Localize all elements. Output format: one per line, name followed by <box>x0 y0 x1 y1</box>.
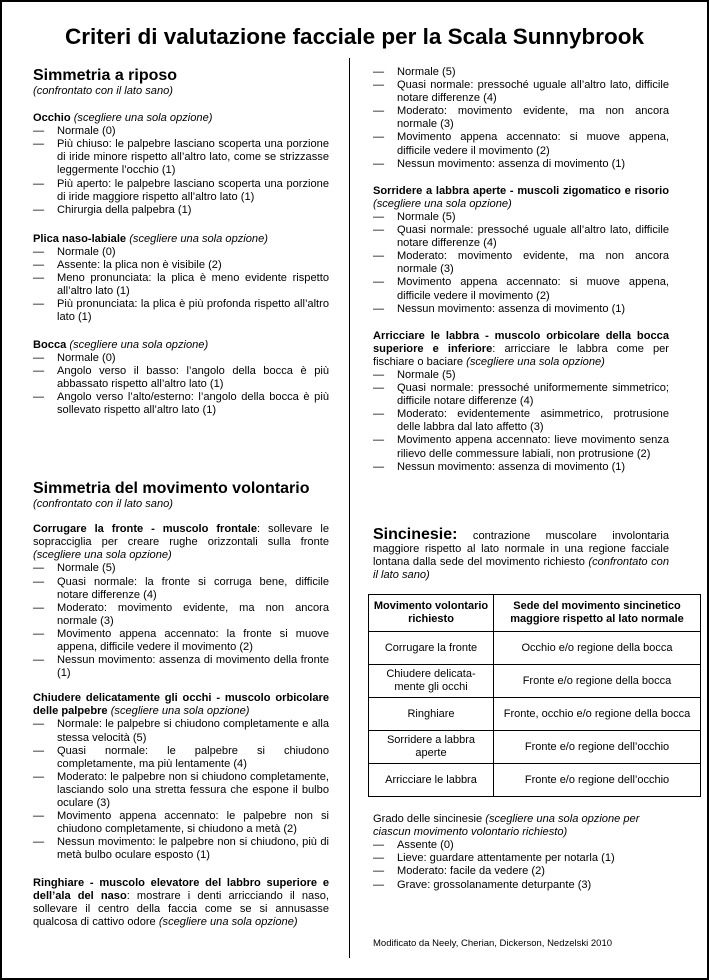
option-list <box>373 369 669 474</box>
option-item[interactable]: — Meno pronunciata: la plica è meno evidente rispetto all’altro lato (1) <box>33 272 329 298</box>
group-hint: (scegliere una sola opzione per ciascun movimento volontario richiesto) <box>373 813 640 839</box>
option-item[interactable]: — Normale (0) <box>33 246 329 259</box>
option-list-ringhiare <box>373 66 669 171</box>
group-hint: (scegliere una sola opzione) <box>158 915 298 928</box>
group-hint: (scegliere una sola opzione) <box>129 232 268 245</box>
table-cell: Corrugare la fronte <box>369 632 494 665</box>
option-item[interactable]: — Grave: grossolanamente deturpante (3) <box>373 879 669 892</box>
table-cell: Fronte e/o regione della bocca <box>494 665 701 698</box>
option-item[interactable]: — Movimento appena accennato: la fronte si muove appena, difficile vedere il movimento (2) <box>33 628 329 654</box>
option-item[interactable]: — Nessun movimento: assenza di movimento della fronte (1) <box>33 654 329 680</box>
group-chiudere-occhi <box>33 692 329 862</box>
table-header-row <box>369 595 701 632</box>
right-column <box>373 66 691 970</box>
option-item[interactable]: — Angolo verso l’alto/esterno: l’angolo della bocca è più sollevato rispetto all’altro lato (1) <box>33 391 329 417</box>
option-item[interactable]: — Quasi normale: le palpebre si chiudono completamente, ma più lentamente (4) <box>33 745 329 771</box>
option-item[interactable]: — Normale (0) <box>33 352 329 365</box>
table-header-cell: Sede del movimento sincinetico maggiore rispetto al lato normale <box>494 595 701 632</box>
group-title: Sorridere a labbra aperte - muscoli zigomatico e risorio (scegliere una sola opzione) <box>373 184 669 210</box>
group-bocca <box>33 339 329 418</box>
option-item[interactable]: — Quasi normale: pressoché uguale all’altro lato, difficile notare differenze (4) <box>373 79 669 105</box>
synkinesis-subtitle: (confrontato con il lato sano) <box>373 555 669 581</box>
table-row <box>369 632 701 665</box>
group-title: Bocca (scegliere una sola opzione) <box>33 338 209 351</box>
option-item[interactable]: — Normale (5) <box>373 369 669 382</box>
voluntary-section-title: Simmetria del movimento volontario <box>33 480 310 498</box>
option-item[interactable]: — Quasi normale: pressoché uguale all’altro lato, difficile notare differenze (4) <box>373 224 669 250</box>
group-hint: (scegliere una sola opzione) <box>69 338 209 351</box>
left-column <box>33 66 329 970</box>
group-title: Chiudere delicatamente gli occhi - muscolo orbicolare delle palpebre (scegliere una sola opzione) <box>33 692 329 718</box>
group-hint: (scegliere una sola opzione) <box>110 705 250 718</box>
table-cell: Arricciare le labbra <box>369 764 494 797</box>
group-corrugare-fronte <box>33 523 329 680</box>
option-item[interactable]: — Normale (5) <box>33 562 329 575</box>
group-title: Grado delle sincinesie (scegliere una sola opzione per ciascun movimento volontario richiesto) <box>373 813 640 839</box>
table-cell: Fronte, occhio e/o regione della bocca <box>494 698 701 731</box>
option-item[interactable]: — Movimento appena accennato: lieve movimento senza rilievo delle commessure labiali, non protrusione (2) <box>373 434 669 460</box>
page-title: Criteri di valutazione facciale per la Scala Sunnybrook <box>65 24 644 49</box>
group-title: Plica naso-labiale (scegliere una sola opzione) <box>33 232 268 245</box>
option-item[interactable]: — Normale: le palpebre si chiudono completamente e alla stessa velocità (5) <box>33 718 329 744</box>
group-desc: : sollevare le sopracciglia per creare rughe orizzontali sulla fronte <box>33 523 330 549</box>
table-row <box>369 731 701 764</box>
group-arricciare <box>373 330 669 474</box>
option-list <box>33 125 329 217</box>
group-desc: : arricciare le labbra come per fischiare o baciare <box>373 342 670 368</box>
group-hint: (scegliere una sola opzione) <box>33 549 172 562</box>
table-row <box>369 764 701 797</box>
option-list <box>33 562 329 680</box>
option-item[interactable]: — Moderato: movimento evidente, ma non ancora normale (3) <box>33 602 329 628</box>
option-item[interactable]: — Moderato: movimento evidente, ma non ancora normale (3) <box>373 105 669 131</box>
option-item[interactable]: — Assente (0) <box>373 839 669 852</box>
group-title: Ringhiare - muscolo elevatore del labbro superiore e dell’ala del naso: mostrare i denti arricciando il naso, sollevare il centro della faccia come se si annusasse qualcosa di cattivo odore (scegliere una sola opzione) <box>33 876 329 928</box>
table-cell: Sorridere a labbra aperte <box>369 731 494 764</box>
table-cell: Chiudere delicata-mente gli occhi <box>369 665 494 698</box>
table-cell: Fronte e/o regione dell’occhio <box>494 731 701 764</box>
option-item[interactable]: — Nessun movimento: assenza di movimento (1) <box>373 461 669 474</box>
group-hint: (scegliere una sola opzione) <box>73 112 213 125</box>
group-desc: : mostrare i denti arricciando il naso, sollevare il centro della faccia come se si annusasse qualcosa di cattivo odore <box>33 889 329 928</box>
synkinesis-table <box>368 594 701 797</box>
option-list <box>373 839 669 891</box>
option-list <box>33 352 329 417</box>
option-item[interactable]: — Più chiuso: le palpebre lasciano scoperta una porzione di iride minore rispetto all’altro lato, come se strizzasse leggermente l’occhio (1) <box>33 138 329 177</box>
option-item[interactable]: — Quasi normale: pressoché uniformemente simmetrico; difficile notare differenze (4) <box>373 382 669 408</box>
option-item[interactable]: — Normale (5) <box>373 66 669 79</box>
option-item[interactable]: — Chirurgia della palpebra (1) <box>33 204 329 217</box>
rest-section-subtitle: (confrontato con il lato sano) <box>33 85 173 97</box>
group-grado-sincinesie <box>373 813 669 892</box>
table-row <box>369 665 701 698</box>
option-item[interactable]: — Moderato: le palpebre non si chiudono completamente, lasciando solo una stretta fessura che espone il bulbo oculare (3) <box>33 771 329 810</box>
option-item[interactable]: — Nessun movimento: assenza di movimento (1) <box>373 158 669 171</box>
table-cell: Ringhiare <box>369 698 494 731</box>
credit-line: Modificato da Neely, Cherian, Dickerson, Nedzelski 2010 <box>373 937 613 949</box>
table-cell: Occhio e/o regione della bocca <box>494 632 701 665</box>
option-item[interactable]: — Lieve: guardare attentamente per notarla (1) <box>373 852 669 865</box>
table-cell: Fronte e/o regione dell’occhio <box>494 764 701 797</box>
option-list <box>33 718 329 862</box>
option-item[interactable]: — Normale (0) <box>33 125 329 138</box>
option-item[interactable]: — Movimento appena accennato: si muove appena, difficile vedere il movimento (2) <box>373 131 669 157</box>
option-item[interactable]: — Assente: la plica non è visibile (2) <box>33 259 329 272</box>
group-ringhiare <box>33 877 329 929</box>
table-row <box>369 698 701 731</box>
table-header-cell: Movimento volontario richiesto <box>369 595 494 632</box>
option-item[interactable]: — Normale (5) <box>373 211 669 224</box>
group-occhio <box>33 112 329 217</box>
group-hint: (scegliere una sola opzione) <box>466 355 605 368</box>
group-plica-naso-labiale <box>33 233 329 325</box>
option-item[interactable]: — Più aperto: le palpebre lasciano scoperta una porzione di iride maggiore rispetto all’altro lato (1) <box>33 178 329 204</box>
option-item[interactable]: — Movimento appena accennato: si muove appena, difficile vedere il movimento (2) <box>373 276 669 302</box>
rest-section-title: Simmetria a riposo <box>33 67 178 84</box>
option-item[interactable]: — Movimento appena accennato: le palpebre non si chiudono completamente, si chiudono a metà (2) <box>33 810 329 836</box>
synkinesis-desc: contrazione muscolare involontaria maggiore rispetto al lato normale in una regione facciale lontana dalla sede del movimento richiesto <box>373 529 669 568</box>
option-item[interactable]: — Angolo verso il basso: l’angolo della bocca è più abbassato rispetto all’altro lato (1) <box>33 365 329 391</box>
group-title: Arricciare le labbra - muscolo orbicolare della bocca superiore e inferiore: arricciare le labbra come per fischiare o baciare (scegliere una sola opzione) <box>373 329 670 368</box>
group-hint: (scegliere una sola opzione) <box>373 197 512 210</box>
group-title: Occhio (scegliere una sola opzione) <box>33 112 213 125</box>
option-item[interactable]: — Moderato: evidentemente asimmetrico, protrusione delle labbra dal lato affetto (3) <box>373 408 669 434</box>
option-item[interactable]: — Moderato: facile da vedere (2) <box>373 865 669 878</box>
synkinesis-header <box>373 525 669 582</box>
option-list <box>373 211 669 316</box>
synkinesis-title: Sincinesie: <box>373 525 458 543</box>
option-item[interactable]: — Quasi normale: la fronte si corruga bene, difficile notare differenze (4) <box>33 576 329 602</box>
group-sorridere <box>373 185 669 316</box>
option-item[interactable]: — Nessun movimento: assenza di movimento (1) <box>373 303 669 316</box>
column-divider <box>349 58 350 958</box>
option-item[interactable]: — Moderato: movimento evidente, ma non ancora normale (3) <box>373 250 669 276</box>
group-title: Corrugare la fronte - muscolo frontale: sollevare le sopracciglia per creare rughe orizzontali sulla fronte (scegliere una sola opzione) <box>33 523 330 562</box>
option-item[interactable]: — Nessun movimento: le palpebre non si chiudono, più di metà bulbo oculare esposto (1) <box>33 836 329 862</box>
voluntary-section-subtitle: (confrontato con il lato sano) <box>33 498 173 511</box>
option-item[interactable]: — Più pronunciata: la plica è più profonda rispetto all’altro lato (1) <box>33 298 329 324</box>
option-list <box>33 246 329 325</box>
